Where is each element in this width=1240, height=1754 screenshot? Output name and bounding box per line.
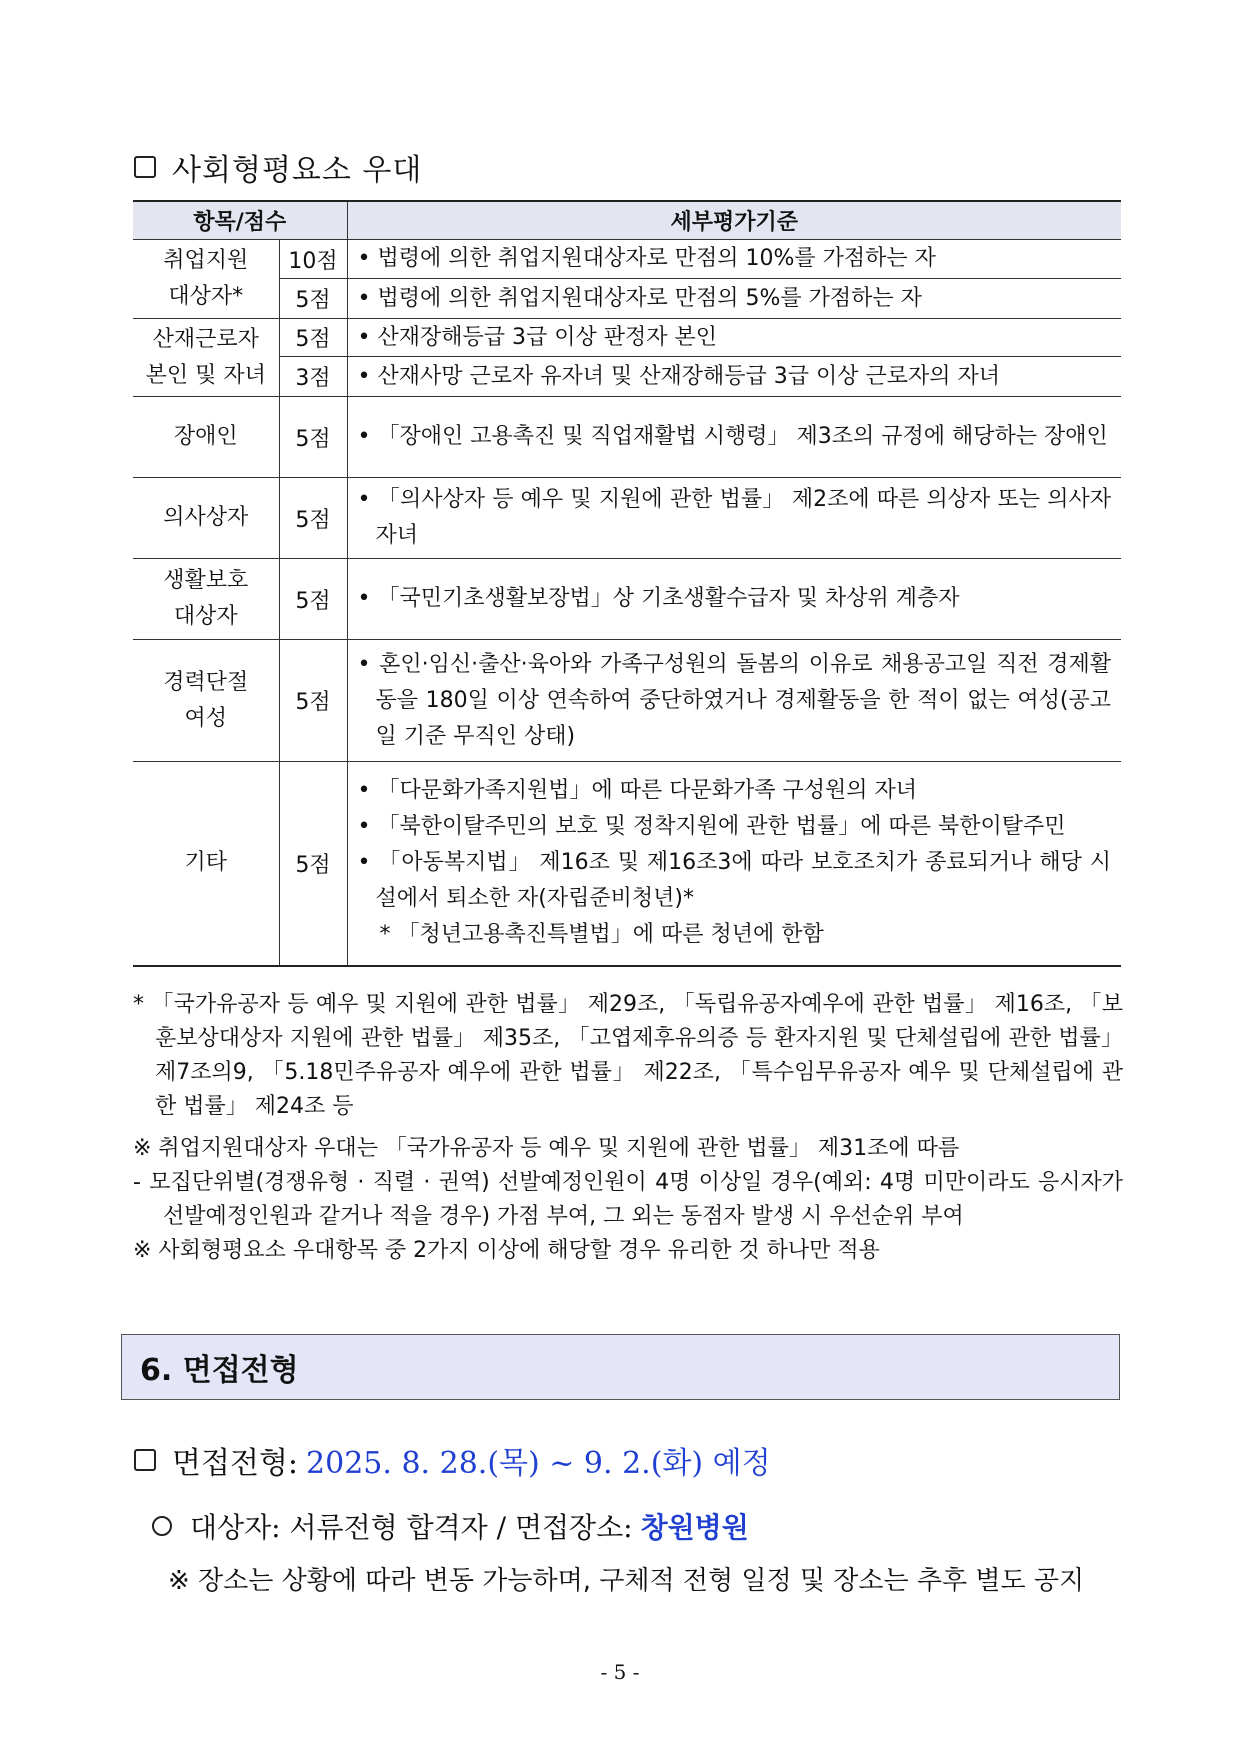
criteria-cell: • 「국민기초생활보장법」상 기초생활수급자 및 차상위 계층자 [347, 559, 1121, 640]
table-row [133, 762, 1121, 966]
item-cell: 의사상자 [133, 478, 279, 559]
table-row [133, 319, 1121, 357]
score-cell: 5점 [279, 397, 347, 478]
interview-date: 2025. 8. 28.(목) ~ 9. 2.(화) 예정 [306, 1446, 771, 1481]
section-heading-interview [121, 1334, 1120, 1400]
item-line: 대상자 [173, 604, 238, 629]
item-cell: 기타 [133, 762, 279, 966]
item-line: 생활보호 [163, 568, 249, 593]
page-number: - 5 - [600, 1660, 640, 1684]
score-cell: 5점 [279, 762, 347, 966]
item-cell [133, 240, 279, 319]
place-note: ※ 장소는 상황에 따라 변동 가능하며, 구체적 전형 일정 및 장소는 추후 별도 공지 [168, 1566, 1085, 1596]
table-row [133, 640, 1121, 762]
criteria-bullet: • 「다문화가족지원법」에 따른 다문화가족 구성원의 자녀 [357, 778, 918, 804]
interview-label: 면접전형: [172, 1446, 299, 1481]
target-label: 대상자: 서류전형 합격자 / 면접장소: [190, 1511, 633, 1544]
item-line: 경력단절 [163, 669, 249, 695]
table-row [133, 478, 1121, 559]
item-line: 산재근로자 [152, 326, 259, 352]
score-cell: 5점 [279, 478, 347, 559]
criteria-cell: • 법령에 의한 취업지원대상자로 만점의 10%를 가점하는 자 [347, 240, 1121, 279]
notes-block [133, 988, 1123, 1268]
score-cell: 3점 [279, 357, 347, 397]
interview-schedule [134, 1438, 771, 1482]
item-line: 대상자* [168, 284, 244, 309]
circle-bullet-icon [152, 1516, 172, 1536]
header-item-score: 항목/점수 [133, 201, 347, 240]
criteria-footnote: * 「청년고용촉진특별법」에 따른 청년에 한함 [379, 922, 824, 948]
interview-target [152, 1506, 749, 1546]
item-cell [133, 319, 279, 397]
criteria-cell [347, 397, 1121, 478]
checkbox-square-icon [134, 156, 156, 178]
section-title-text: 사회형평요소 우대 [172, 153, 423, 188]
section-title-social-equity [134, 145, 422, 189]
checkbox-square-icon [134, 1449, 156, 1471]
table-row [133, 357, 1121, 397]
criteria-bullet: • 「아동복지법」 제16조 및 제16조3에 따라 보호조치가 종료되거나 해당 시설에서 퇴소한 자(자립준비청년)* [357, 850, 1112, 912]
criteria-cell [347, 762, 1121, 966]
criteria-table [133, 200, 1121, 967]
note-laws: * 「국가유공자 등 예우 및 지원에 관한 법률」 제29조, 「독립유공자예우에 관한 법률」 제16조, 「보훈보상대상자 지원에 관한 법률」 제35조, 「고엽제후유의증 등 환자지원 및 단체설립에 관한 법률」 제7조의9, 「5.18민주유공자 예우에 관한 법률」 제22조, 「특수임무유공자 예우 및 단체설립에 관한 법률」 제24조 등 [133, 992, 1123, 1119]
table-row [133, 397, 1121, 478]
criteria-bullet: • 「의사상자 등 예우 및 지원에 관한 법률」 제2조에 따른 의상자 또는 의사자 자녀 [357, 487, 1112, 548]
item-line: 취업지원 [163, 248, 249, 273]
item-cell [133, 559, 279, 640]
item-cell [133, 640, 279, 762]
criteria-cell [347, 640, 1121, 762]
item-cell: 장애인 [133, 397, 279, 478]
item-line: 여성 [184, 705, 227, 731]
criteria-cell: • 법령에 의한 취업지원대상자로 만점의 5%를 가점하는 자 [347, 279, 1121, 319]
section-heading-text: 6. 면접전형 [140, 1353, 299, 1388]
interview-place: 창원병원 [640, 1511, 749, 1544]
score-cell: 10점 [279, 240, 347, 279]
score-cell: 5점 [279, 319, 347, 357]
note-preference: ※ 취업지원대상자 우대는 「국가유공자 등 예우 및 지원에 관한 법률」 제31조에 따름 [133, 1136, 960, 1161]
note-bonus-rule: - 모집단위별(경쟁유형 · 직렬 · 권역) 선발예정인원이 4명 이상일 경우(예외: 4명 미만이라도 응시자가 선발예정인원과 같거나 적을 경우) 가점 부여, 그 외는 동점자 발생 시 우선순위 부여 [133, 1170, 1123, 1229]
criteria-cell [347, 478, 1121, 559]
table-row [133, 240, 1121, 279]
criteria-cell: • 산재장해등급 3급 이상 판정자 본인 [347, 319, 1121, 357]
score-cell: 5점 [279, 640, 347, 762]
score-cell: 5점 [279, 559, 347, 640]
table-row [133, 559, 1121, 640]
item-line: 본인 및 자녀 [145, 362, 266, 388]
note-single-apply: ※ 사회형평요소 우대항목 중 2가지 이상에 해당할 경우 유리한 것 하나만 적용 [133, 1238, 880, 1263]
criteria-bullet: • 「장애인 고용촉진 및 직업재활법 시행령」 제3조의 규정에 해당하는 장애인 [357, 424, 1108, 449]
criteria-bullet: • 「북한이탈주민의 보호 및 정착지원에 관한 법률」에 따른 북한이탈주민 [357, 814, 1066, 840]
criteria-cell: • 산재사망 근로자 유자녀 및 산재장해등급 3급 이상 근로자의 자녀 [347, 357, 1121, 397]
table-row [133, 279, 1121, 319]
score-cell: 5점 [279, 279, 347, 319]
table-header-row [133, 201, 1121, 240]
header-criteria: 세부평가기준 [347, 201, 1121, 240]
criteria-bullet: • 혼인·임신·출산·육아와 가족구성원의 돌봄의 이유로 채용공고일 직전 경제활동을 180일 이상 연속하여 중단하였거나 경제활동을 한 적이 없는 여성(공고일 기준 무직인 상태) [357, 651, 1112, 749]
